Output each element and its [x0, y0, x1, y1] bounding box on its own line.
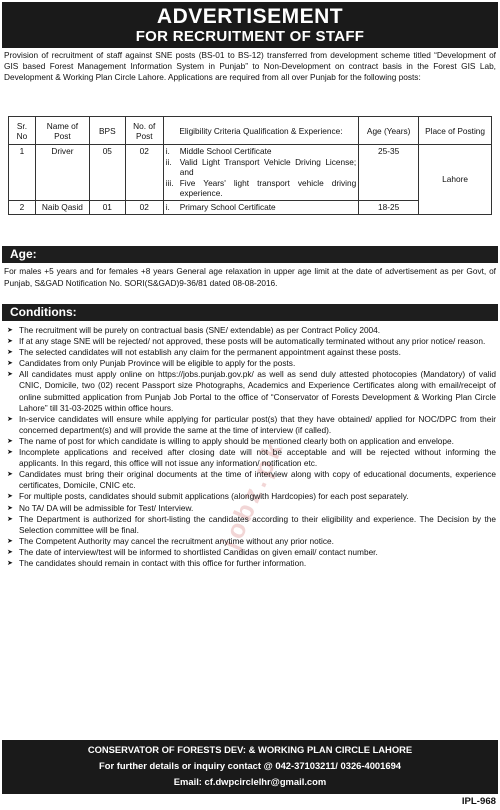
header-banner — [2, 2, 498, 48]
list-item: ➤ No TA/ DA will be admissible for Test/ Interview. — [4, 503, 496, 514]
age-paragraph: For males +5 years and for females +8 years General age relaxation in upper age limit at the date of advertisement as per Govt, of Punjab, S&GAD Notification No. SORI(S&GAD)9-36/81 dated 08-08-2016. — [4, 266, 496, 288]
bullet-icon: ➤ — [7, 338, 13, 346]
col-no-of-post: No. of Post — [125, 117, 163, 145]
list-item: ➤ Incomplete applications and received after closing date will not be acceptable and will be rejected without informing the applicants. In this regard, this office will not issue any information/ notification etc. — [4, 447, 496, 469]
cell-criteria — [163, 145, 359, 201]
bullet-icon: ➤ — [7, 349, 13, 357]
list-item: ➤ Candidates from only Punjab Province will be eligible to apply for the posts. — [4, 358, 496, 369]
age-heading: Age: — [2, 246, 498, 263]
list-item: ➤ The name of post for which candidate is willing to apply should be mentioned clearly both on application and envelope. — [4, 436, 496, 447]
posts-table — [8, 116, 492, 215]
cell-no-of-post: 02 — [125, 145, 163, 201]
bullet-icon: ➤ — [7, 515, 13, 523]
ad-subtitle: FOR RECRUITMENT OF STAFF — [135, 28, 365, 45]
list-item: ➤ Candidates must bring their original documents at the time of interview along with copy of educational documents, experience certificates, Domicile, CNIC etc. — [4, 469, 496, 491]
ad-reference-number: IPL-968 — [461, 796, 496, 807]
bullet-icon: ➤ — [7, 437, 13, 445]
svg-text:jobz.pk: jobz.pk — [214, 433, 290, 554]
cell-post-name: Naib Qasid — [35, 200, 89, 214]
list-item: ➤ The Department is authorized for short-listing the candidates according to their eligibility and experience. The Decision by the Selection committee will be final. — [4, 514, 496, 536]
cell-age: 18-25 — [359, 200, 419, 214]
bullet-icon: ➤ — [7, 371, 13, 379]
bullet-icon: ➤ — [7, 327, 13, 334]
col-eligibility: Eligibility Criteria Qualification & Experience: — [163, 117, 359, 145]
col-place: Place of Posting — [419, 117, 492, 145]
bullet-icon: ➤ — [7, 493, 13, 501]
criteria-item: ii. Valid Light Transport Vehicle Driving License; and — [165, 156, 357, 178]
col-age: Age (Years) — [359, 117, 419, 145]
list-item: ➤ For multiple posts, candidates should submit applications (alongwith Hardcopies) for each post separately. — [4, 491, 496, 502]
cell-sr: 1 — [9, 145, 36, 201]
cell-bps: 01 — [89, 200, 125, 214]
cell-criteria — [163, 200, 359, 214]
table-row — [9, 145, 492, 201]
criteria-item: i. Middle School Certificate — [165, 146, 272, 156]
bullet-icon: ➤ — [7, 548, 13, 556]
col-bps: BPS — [89, 117, 125, 145]
conditions-heading: Conditions: — [2, 304, 498, 321]
intro-paragraph: Provision of recruitment of staff against SNE posts (BS-01 to BS-12) transferred from development scheme titled “Development of GIS based Forest Management Information System in Punjab” to Non-Development on contract basis in the Forest GIS Lab, Development & Working Plan Circle Lahore. Applications are required from all over Punjab for the following posts: — [4, 50, 496, 82]
list-item: ➤ The Competent Authority may cancel the recruitment anytime without any prior notice. — [4, 536, 496, 547]
bullet-icon: ➤ — [7, 559, 13, 567]
col-sr-no: Sr. No — [9, 117, 36, 145]
cell-no-of-post: 02 — [125, 200, 163, 214]
list-item: ➤ The selected candidates will not establish any claim for the permanent appointment against these posts. — [4, 347, 496, 358]
bullet-icon: ➤ — [7, 449, 13, 457]
conditions-list — [4, 325, 496, 569]
ad-title: ADVERTISEMENT — [156, 5, 344, 28]
bullet-icon: ➤ — [7, 504, 13, 512]
col-name-of-post: Name of Post — [35, 117, 89, 145]
cell-post-name: Driver — [35, 145, 89, 201]
bullet-icon: ➤ — [7, 360, 13, 368]
footer-office: CONSERVATOR OF FORESTS DEV: & WORKING PLAN CIRCLE LAHORE — [87, 744, 413, 755]
footer-contact: For further details or inquiry contact @ 042-37103211/ 0326-4001694 — [99, 760, 401, 771]
list-item: ➤ All candidates must apply online on https://jobs.punjab.gov.pk/ as well as send duly attested photocopies (Mandatory) of valid CNIC, Domicile, two (02) recent Passport size Photographs, Academics and Experience Certificates along with email/receipt of online submitted application from Punjab Job Portal to the office of “Conservator of Forests Development & Working Plan Circle Lahore” till 31-03-2025 within office hours. — [4, 369, 496, 413]
cell-place-of-posting: Lahore — [419, 145, 492, 215]
list-item: ➤ In-service candidates will ensure while applying for particular post(s) that they have obtained/ applied for NOC/DPC from their concerned department(s) and will provide the same at the time of interview (if called). — [4, 414, 496, 436]
footer-email: Email: cf.dwpcirclelhr@gmail.com — [173, 776, 327, 787]
cell-sr: 2 — [9, 200, 36, 214]
list-item: ➤ The recruitment will be purely on contractual basis (SNE/ extendable) as per Contract Policy 2004. — [4, 325, 496, 336]
criteria-item: i. Primary School Certificate — [165, 201, 276, 212]
list-item: ➤ If at any stage SNE will be rejected/ not approved, these posts will be automatically terminated without any prior notice/ reason. — [4, 336, 496, 347]
bullet-icon: ➤ — [7, 537, 13, 545]
criteria-item: iii. Five Years' light transport vehicle driving experience. — [165, 177, 357, 199]
bullet-icon: ➤ — [7, 471, 13, 479]
cell-bps: 05 — [89, 145, 125, 201]
list-item: ➤ The candidates should remain in contact with this office for further information. — [4, 558, 496, 569]
table-header-row — [9, 117, 492, 145]
cell-age: 25-35 — [359, 145, 419, 201]
list-item: ➤ The date of interview/test will be informed to shortlisted Candidas on given email/ contact number. — [4, 547, 496, 558]
footer-banner — [2, 740, 498, 794]
bullet-icon: ➤ — [7, 415, 13, 423]
